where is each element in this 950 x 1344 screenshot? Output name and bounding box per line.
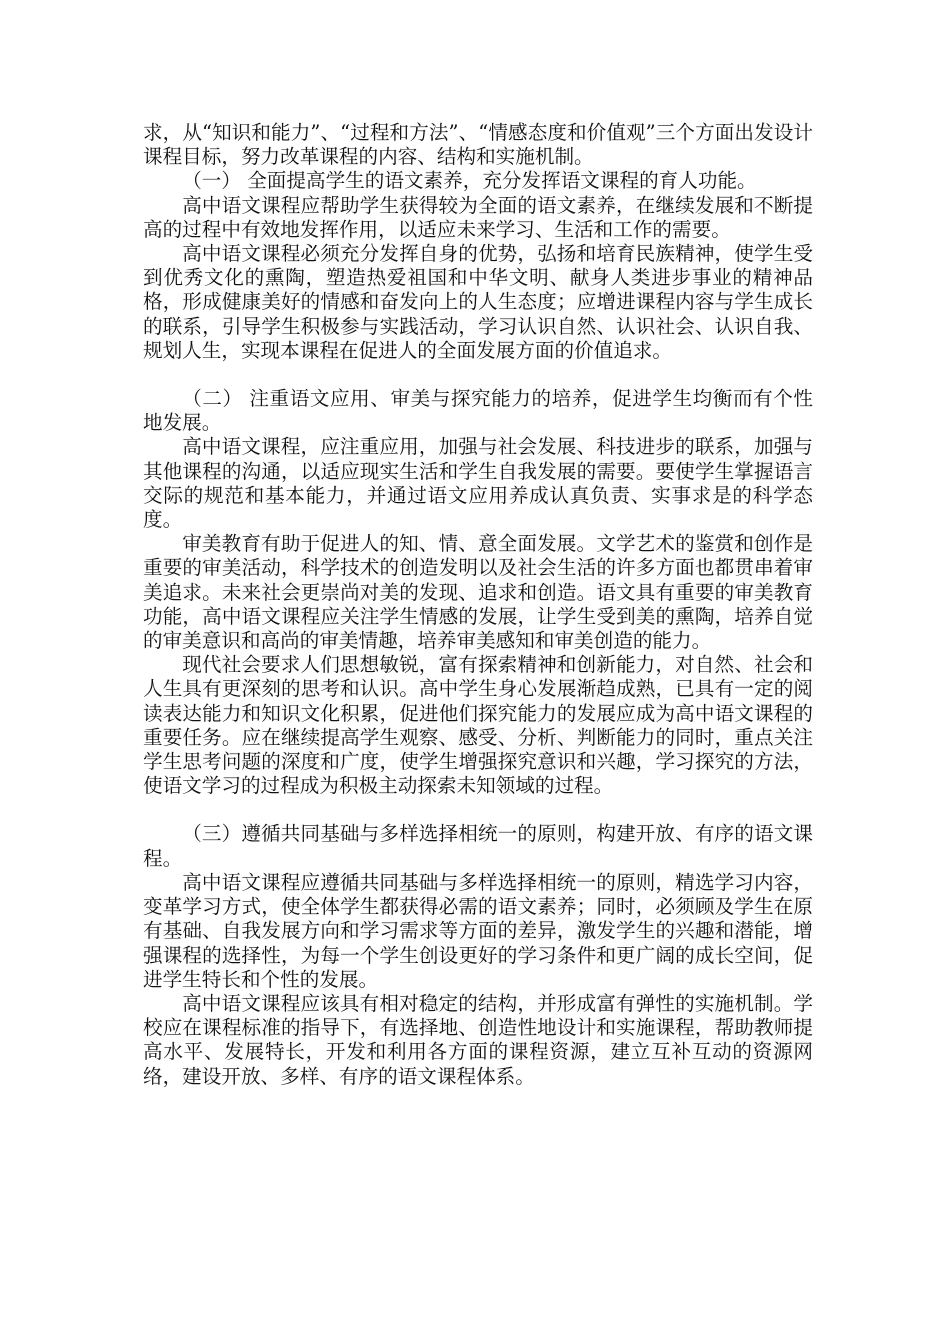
paragraph: 高中语文课程必须充分发挥自身的优势，弘扬和培育民族精神，使学生受到优秀文化的熏陶，塑造热爱祖国和中华文明、献身人类进步事业的精神品格，形成健康美好的情感和奋发向上的人生态度；应增进课程内容与学生成长的联系，引导学生积极参与实践活动，学习认识自然、认识社会、认识自我、规划人生，实现本课程在促进人的全面发展方面的价值追求。 <box>143 242 813 362</box>
section-heading-1: （一） 全面提高学生的语文素养，充分发挥语文课程的育人功能。 <box>182 169 757 193</box>
paragraph-gap <box>143 798 813 822</box>
document-page <box>143 121 813 1089</box>
paragraph: 高中语文课程应遵循共同基础与多样选择相统一的原则，精选学习内容，变革学习方式，使全体学生都获得必需的语文素养；同时，必须顾及学生在原有基础、自我发展方向和学习需求等方面的差异，激发学生的兴趣和潜能，增强课程的选择性，为每一个学生创设更好的学习条件和更广阔的成长空间，促进学生特长和个性的发展。 <box>143 870 813 991</box>
paragraph: 高中语文课程，应注重应用，加强与社会发展、科技进步的联系，加强与其他课程的沟通，以适应现实生活和学生自我发展的需要。要使学生掌握语言交际的规范和基本能力，并通过语文应用养成认真负责、实事求是的科学态度。 <box>143 435 813 532</box>
paragraph: 高中语文课程应该具有相对稳定的结构，并形成富有弹性的实施机制。学校应在课程标准的指导下，有选择地、创造性地设计和实施课程，帮助教师提高水平、发展特长，开发和利用各方面的课程资源，建立互补互动的资源网络，建设开放、多样、有序的语文课程体系。 <box>143 991 813 1088</box>
section-heading-3: （三）遵循共同基础与多样选择相统一的原则，构建开放、有序的语文课程。 <box>143 822 813 870</box>
paragraph-continued: 求，从“知识和能力”、“过程和方法”、“情感态度和价值观”三个方面出发设计课程目标，努力改革课程的内容、结构和实施机制。 <box>143 121 813 169</box>
paragraph: 现代社会要求人们思想敏锐，富有探索精神和创新能力，对自然、社会和人生具有更深刻的思考和认识。高中学生身心发展渐趋成熟，已具有一定的阅读表达能力和知识文化积累，促进他们探究能力的发展应成为高中语文课程的重要任务。应在继续提高学生观察、感受、分析、判断能力的同时，重点关注学生思考问题的深度和广度，使学生增强探究意识和兴趣，学习探究的方法，使语文学习的过程成为积极主动探索未知领域的过程。 <box>143 653 813 798</box>
paragraph-gap <box>143 363 813 387</box>
paragraph: 审美教育有助于促进人的知、情、意全面发展。文学艺术的鉴赏和创作是重要的审美活动，科学技术的创造发明以及社会生活的许多方面也都贯串着审美追求。未来社会更崇尚对美的发现、追求和创造。语文具有重要的审美教育功能，高中语文课程应关注学生情感的发展，让学生受到美的熏陶，培养自觉的审美意识和高尚的审美情趣，培养审美感知和审美创造的能力。 <box>143 532 813 653</box>
section-heading-2: （二） 注重语文应用、审美与探究能力的培养，促进学生均衡而有个性地发展。 <box>143 387 813 435</box>
paragraph: 高中语文课程应帮助学生获得较为全面的语文素养，在继续发展和不断提高的过程中有效地发挥作用，以适应未来学习、生活和工作的需要。 <box>143 193 813 241</box>
